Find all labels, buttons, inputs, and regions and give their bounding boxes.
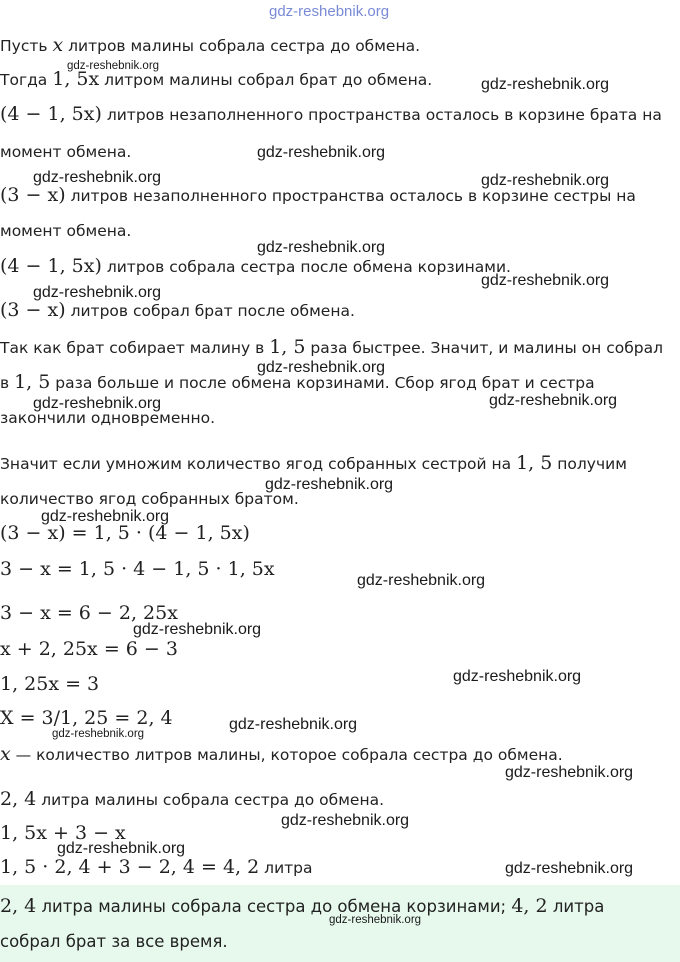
equation-4: x + 2, 25x = 6 − 3 [0,638,178,660]
watermark: gdz-reshebnik.org [133,621,262,638]
watermark: gdz-reshebnik.org [481,272,610,289]
solution-line-20: x — количество литров малины, которое собрала сестра до обмена. [0,743,563,765]
solution-line-9: Так как брат собирает малину в 1, 5 раза быстрее. Значит, и малины он собрал [0,336,664,358]
watermark: gdz-reshebnik.org [481,76,610,93]
solution-line-7: (4 − 1, 5x) литров собрала сестра после обмена корзинами. [0,255,511,277]
equation-7: 1, 5x + 3 − x [0,822,126,844]
equation-6: X = 3/1, 25 = 2, 4 [0,707,173,729]
watermark: gdz-reshebnik.org [481,172,610,189]
watermark: gdz-reshebnik.org [33,169,162,186]
solution-line-6: момент обмена. [0,222,132,240]
header-watermark: gdz-reshebnik.org [269,3,390,20]
watermark: gdz-reshebnik.org [57,840,186,857]
watermark: gdz-reshebnik.org [67,60,160,72]
solution-line-1: Пусть x литров малины собрала сестра до обмена. [0,34,421,56]
solution-line-4: момент обмена. [0,143,132,161]
watermark: gdz-reshebnik.org [489,392,618,409]
watermark: gdz-reshebnik.org [229,716,358,733]
equation-3: 3 − x = 6 − 2, 25x [0,602,178,624]
watermark: gdz-reshebnik.org [281,812,410,829]
solution-line-21: 2, 4 литра малины собрала сестра до обмена. [0,788,385,810]
solution-line-3: (4 − 1, 5x) литров незаполненного пространства осталось в корзине брата на [0,103,662,125]
solution-line-8: (3 − x) литров собрал брат после обмена. [0,299,355,321]
equation-5: 1, 25x = 3 [0,673,100,695]
solution-line-10: в 1, 5 раза больше и после обмена корзинами. Сбор ягод брат и сестра [0,371,595,393]
solution-line-11: закончили одновременно. [0,409,216,427]
solution-line-13: количество ягод собранных братом. [0,490,299,508]
watermark: gdz-reshebnik.org [52,728,145,740]
watermark: gdz-reshebnik.org [41,508,170,525]
answer-line-2: собрал брат за все время. [0,932,228,951]
watermark: gdz-reshebnik.org [505,860,634,877]
watermark: gdz-reshebnik.org [257,144,386,161]
solution-line-12: Значит если умножим количество ягод собранных сестрой на 1, 5 получим [0,452,627,474]
equation-2: 3 − x = 1, 5 · 4 − 1, 5 · 1, 5x [0,558,275,580]
answer-line-1: 2, 4 литра малины собрала сестра до обмена корзинами; 4, 2 литра [0,895,605,917]
watermark: gdz-reshebnik.org [257,359,386,376]
watermark: gdz-reshebnik.org [453,668,582,685]
solution-line-2: Тогда 1, 5x литром малины собрал брат до обмена. [0,68,433,90]
watermark: gdz-reshebnik.org [357,572,486,589]
equation-8: 1, 5 · 2, 4 + 3 − 2, 4 = 4, 2 литра [0,856,313,878]
watermark: gdz-reshebnik.org [329,914,422,926]
watermark: gdz-reshebnik.org [265,476,394,493]
watermark: gdz-reshebnik.org [33,284,162,301]
watermark: gdz-reshebnik.org [257,239,386,256]
solution-line-5: (3 − x) литров незаполненного пространства осталось в корзине сестры на [0,184,636,206]
equation-1: (3 − x) = 1, 5 · (4 − 1, 5x) [0,522,250,544]
watermark: gdz-reshebnik.org [505,764,634,781]
watermark: gdz-reshebnik.org [33,395,162,412]
